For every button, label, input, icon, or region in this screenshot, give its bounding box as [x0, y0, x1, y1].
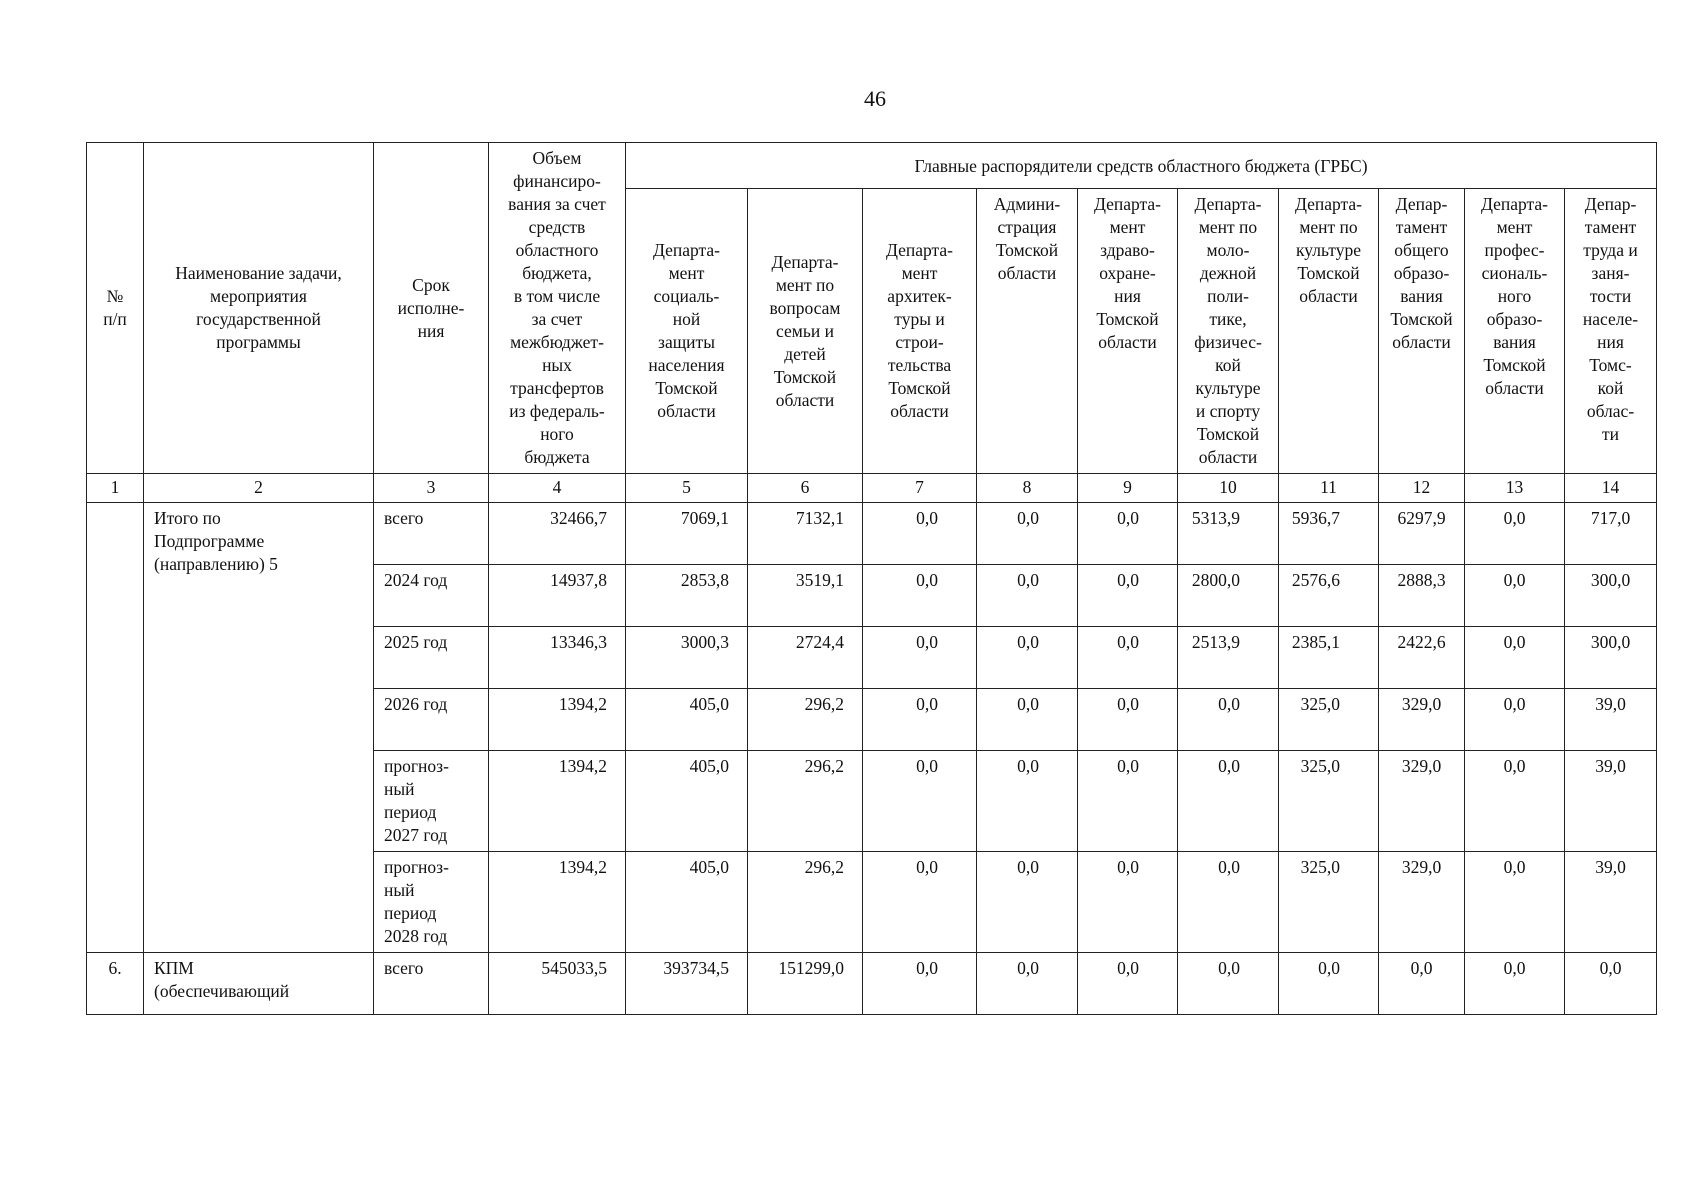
value-cell: 2576,6: [1279, 565, 1379, 627]
header-department: Департа- мент по вопросам семьи и детей Томской области: [748, 189, 863, 474]
value-cell: 0,0: [977, 953, 1078, 1015]
header-department: Департа- мент социаль- ной защиты населения Томской области: [626, 189, 748, 474]
value-cell: 300,0: [1565, 565, 1657, 627]
column-number: 1: [87, 474, 144, 503]
header-department: Депар- тамент труда и заня- тости населе- ния Томс- кой облас- ти: [1565, 189, 1657, 474]
header-name: Наименование задачи, мероприятия государственной программы: [144, 143, 374, 474]
term-cell: 2025 год: [374, 627, 489, 689]
header-department: Департа- мент профес- сиональ- ного образо- вания Томской области: [1465, 189, 1565, 474]
term-cell: прогноз- ный период 2028 год: [374, 852, 489, 953]
value-cell: 296,2: [748, 689, 863, 751]
value-cell: 2888,3: [1379, 565, 1465, 627]
header-department: Админи- страция Томской области: [977, 189, 1078, 474]
value-cell: 405,0: [626, 689, 748, 751]
column-number: 6: [748, 474, 863, 503]
value-cell: 0,0: [1465, 627, 1565, 689]
value-cell: 0,0: [977, 565, 1078, 627]
value-cell: 2422,6: [1379, 627, 1465, 689]
value-cell: 329,0: [1379, 751, 1465, 852]
value-cell: 32466,7: [489, 503, 626, 565]
value-cell: 2513,9: [1178, 627, 1279, 689]
value-cell: 5313,9: [1178, 503, 1279, 565]
task-name: КПМ (обеспечивающий: [144, 953, 374, 1015]
header-volume: Объем финансиро- вания за счет средств областного бюджета, в том числе за счет межбюджет- ных трансфертов из федераль- ного бюджета: [489, 143, 626, 474]
value-cell: 39,0: [1565, 852, 1657, 953]
value-cell: 0,0: [1465, 565, 1565, 627]
value-cell: 0,0: [977, 503, 1078, 565]
value-cell: 0,0: [977, 751, 1078, 852]
value-cell: 0,0: [1178, 751, 1279, 852]
value-cell: 0,0: [863, 565, 977, 627]
value-cell: 1394,2: [489, 689, 626, 751]
value-cell: 0,0: [1379, 953, 1465, 1015]
value-cell: 405,0: [626, 751, 748, 852]
header-department: Департа- мент здраво- охране- ния Томской области: [1078, 189, 1178, 474]
value-cell: 0,0: [1465, 852, 1565, 953]
header-term: Срок исполне- ния: [374, 143, 489, 474]
task-name: Итого по Подпрограмме (направлению) 5: [144, 503, 374, 953]
column-number: 9: [1078, 474, 1178, 503]
value-cell: 0,0: [863, 689, 977, 751]
column-number: 2: [144, 474, 374, 503]
value-cell: 296,2: [748, 751, 863, 852]
value-cell: 0,0: [1078, 751, 1178, 852]
value-cell: 0,0: [977, 689, 1078, 751]
value-cell: 0,0: [863, 953, 977, 1015]
block5-rows: [87, 503, 1657, 953]
column-number: 7: [863, 474, 977, 503]
column-number: 13: [1465, 474, 1565, 503]
column-number: 8: [977, 474, 1078, 503]
value-cell: 5936,7: [1279, 503, 1379, 565]
value-cell: 717,0: [1565, 503, 1657, 565]
value-cell: 0,0: [1078, 565, 1178, 627]
term-cell: 2026 год: [374, 689, 489, 751]
column-number: 12: [1379, 474, 1465, 503]
value-cell: 405,0: [626, 852, 748, 953]
value-cell: 0,0: [863, 627, 977, 689]
value-cell: 6297,9: [1379, 503, 1465, 565]
value-cell: 0,0: [1178, 689, 1279, 751]
header-department: Департа- мент по моло- дежной поли- тике, физичес- кой культуре и спорту Томской области: [1178, 189, 1279, 474]
value-cell: 0,0: [1465, 751, 1565, 852]
value-cell: 3519,1: [748, 565, 863, 627]
value-cell: 0,0: [1465, 953, 1565, 1015]
value-cell: 0,0: [1279, 953, 1379, 1015]
table-row: [87, 503, 1657, 565]
value-cell: 14937,8: [489, 565, 626, 627]
column-number: 11: [1279, 474, 1379, 503]
term-cell: всего: [374, 953, 489, 1015]
value-cell: 0,0: [863, 503, 977, 565]
value-cell: 0,0: [1178, 852, 1279, 953]
value-cell: 39,0: [1565, 689, 1657, 751]
value-cell: 329,0: [1379, 852, 1465, 953]
value-cell: 39,0: [1565, 751, 1657, 852]
value-cell: 296,2: [748, 852, 863, 953]
value-cell: 2385,1: [1279, 627, 1379, 689]
value-cell: 0,0: [977, 627, 1078, 689]
column-number: 14: [1565, 474, 1657, 503]
row-number: 6.: [87, 953, 144, 1015]
page-number: 46: [864, 86, 886, 111]
value-cell: 2724,4: [748, 627, 863, 689]
value-cell: 0,0: [1565, 953, 1657, 1015]
header-department: Депар- тамент общего образо- вания Томской области: [1379, 189, 1465, 474]
header-department: Департа- мент архитек- туры и строи- тельства Томской области: [863, 189, 977, 474]
value-cell: 545033,5: [489, 953, 626, 1015]
value-cell: 0,0: [1465, 689, 1565, 751]
value-cell: 7132,1: [748, 503, 863, 565]
value-cell: 2853,8: [626, 565, 748, 627]
value-cell: 0,0: [1078, 503, 1178, 565]
column-number: 4: [489, 474, 626, 503]
value-cell: 0,0: [1078, 689, 1178, 751]
column-number-row: [87, 474, 1657, 503]
financing-table: [86, 142, 1657, 1015]
value-cell: 0,0: [1178, 953, 1279, 1015]
value-cell: 0,0: [863, 852, 977, 953]
column-number: 10: [1178, 474, 1279, 503]
value-cell: 7069,1: [626, 503, 748, 565]
value-cell: 0,0: [1078, 953, 1178, 1015]
table-row: [87, 953, 1657, 1015]
value-cell: 1394,2: [489, 852, 626, 953]
header-department: Департа- мент по культуре Томской области: [1279, 189, 1379, 474]
value-cell: 325,0: [1279, 852, 1379, 953]
term-cell: всего: [374, 503, 489, 565]
value-cell: 329,0: [1379, 689, 1465, 751]
value-cell: 2800,0: [1178, 565, 1279, 627]
column-number: 5: [626, 474, 748, 503]
value-cell: 0,0: [1078, 627, 1178, 689]
value-cell: 325,0: [1279, 689, 1379, 751]
header-grbs-group: Главные распорядители средств областного бюджета (ГРБС): [626, 143, 1657, 189]
value-cell: 300,0: [1565, 627, 1657, 689]
value-cell: 3000,3: [626, 627, 748, 689]
value-cell: 1394,2: [489, 751, 626, 852]
value-cell: 13346,3: [489, 627, 626, 689]
value-cell: 0,0: [977, 852, 1078, 953]
term-cell: 2024 год: [374, 565, 489, 627]
term-cell: прогноз- ный период 2027 год: [374, 751, 489, 852]
value-cell: 0,0: [1078, 852, 1178, 953]
value-cell: 393734,5: [626, 953, 748, 1015]
value-cell: 151299,0: [748, 953, 863, 1015]
column-number: 3: [374, 474, 489, 503]
value-cell: 0,0: [863, 751, 977, 852]
block6-rows: [87, 953, 1657, 1015]
value-cell: 0,0: [1465, 503, 1565, 565]
row-number: [87, 503, 144, 953]
value-cell: 325,0: [1279, 751, 1379, 852]
header-number: № п/п: [87, 143, 144, 474]
